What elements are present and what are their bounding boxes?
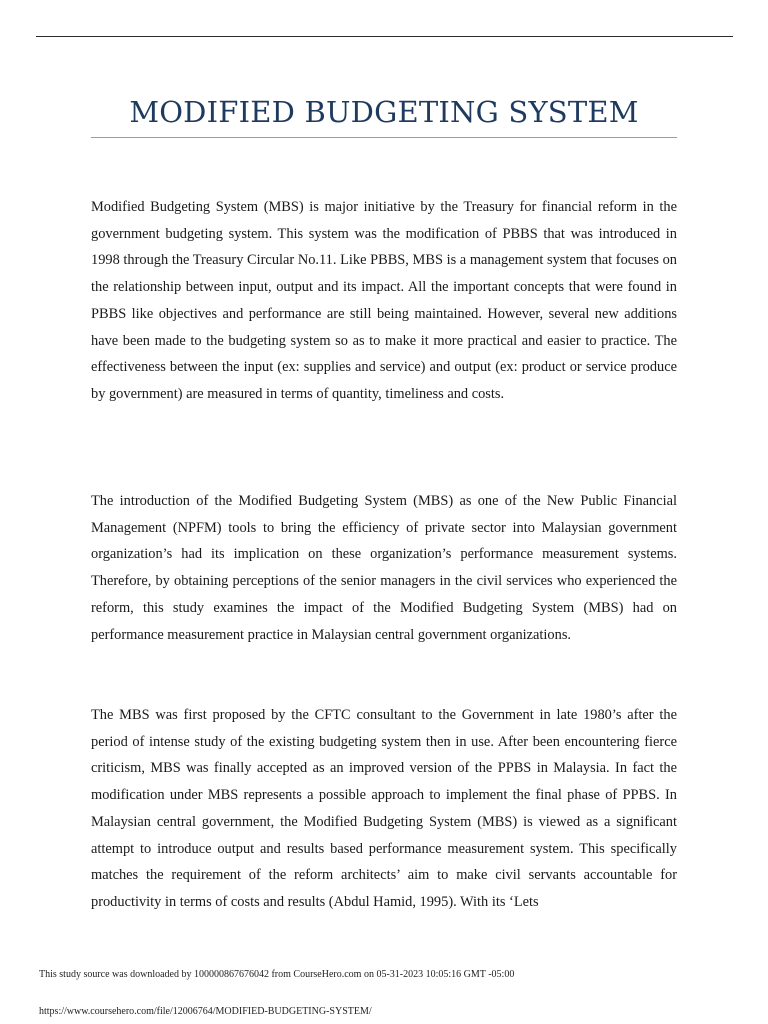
body-paragraph: Modified Budgeting System (MBS) is major initiative by the Treasury for financial reform in the government budgeting system. This system was the modification of PBBS that was introduced in 1998 through the Treasury Circular No.11. Like PBBS, MBS is a management system that focuses on the relationship between input, output and its impact. All the important concepts that were found in PBBS like objectives and performance are still being maintained. However, several new additions have been made to the budgeting system so as to make it more practical and easier to practice. The effectiveness between the input (ex: supplies and service) and output (ex: product or service produce by government) are measured in terms of quantity, timeliness and costs. <box>91 199 677 402</box>
source-url: https://www.coursehero.com/file/12006764/MODIFIED-BUDGETING-SYSTEM/ <box>39 1006 372 1017</box>
download-source-note: This study source was downloaded by 100000867676042 from CourseHero.com on 05-31-2023 10:05:16 GMT -05:00 <box>39 969 515 980</box>
page-title: MODIFIED BUDGETING SYSTEM <box>129 95 639 129</box>
body-paragraph: The MBS was first proposed by the CFTC consultant to the Government in late 1980’s after the period of intense study of the existing budgeting system then in use. After been encountering fierce criticism, MBS was finally accepted as an improved version of the PPBS in Malaysia. In fact the modification under MBS represents a possible approach to implement the final phase of PPBS. In Malaysian central government, the Modified Budgeting System (MBS) is viewed as a significant attempt to introduce output and results based performance measurement system. This specifically matches the requirement of the reform architects’ aim to make civil servants accountable for productivity in terms of costs and results (Abdul Hamid, 1995). With its ‘Lets <box>91 707 677 910</box>
body-paragraph: The introduction of the Modified Budgeting System (MBS) as one of the New Public Financial Management (NPFM) tools to bring the efficiency of private sector into Malaysian government organization’s had its implication on these organization’s performance measurement systems. Therefore, by obtaining perceptions of the senior managers in the civil services who experienced the reform, this study examines the impact of the Modified Budgeting System (MBS) had on performance measurement practice in Malaysian central government organizations. <box>91 493 677 643</box>
top-divider <box>36 36 733 37</box>
title-underline <box>91 137 677 138</box>
